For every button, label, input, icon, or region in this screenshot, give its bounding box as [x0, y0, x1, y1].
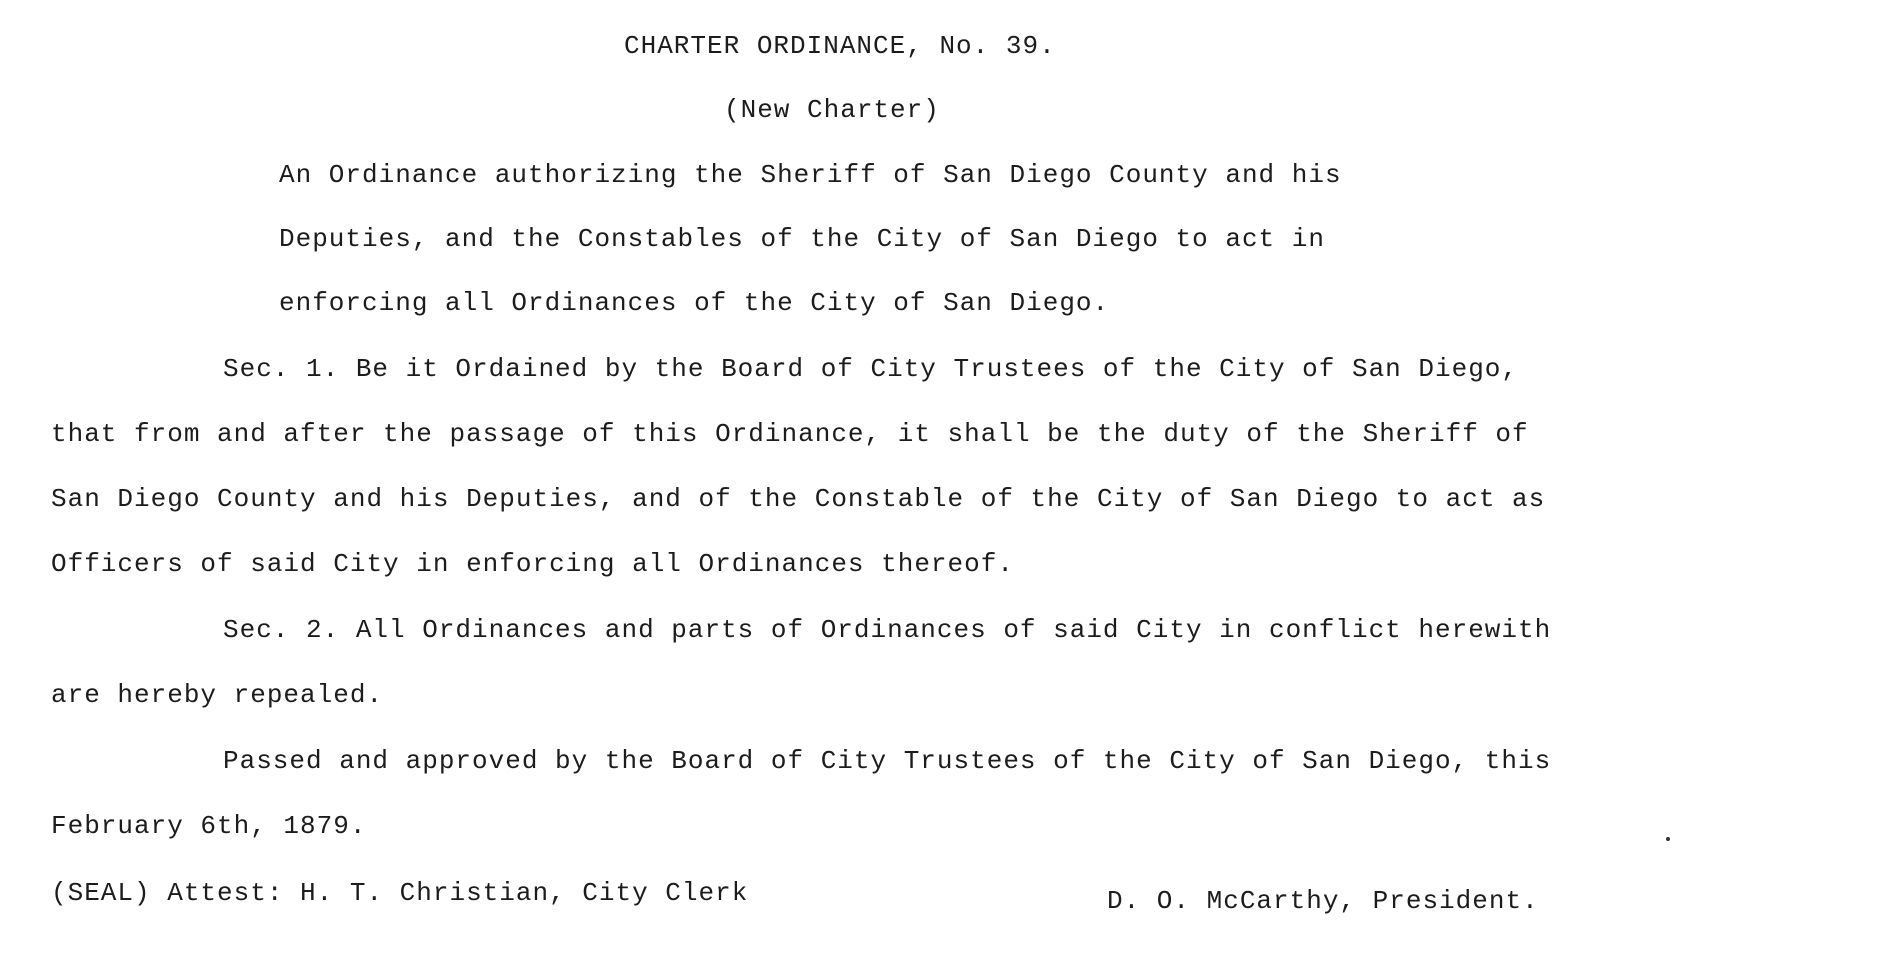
section-1-line: Sec. 1. Be it Ordained by the Board of City Trustees of the City of San Diego, [223, 354, 1518, 384]
passage-line: February 6th, 1879. [51, 811, 367, 841]
preamble-line: enforcing all Ordinances of the City of San Diego. [279, 288, 1110, 318]
preamble-line: Deputies, and the Constables of the City of San Diego to act in [279, 224, 1325, 254]
section-2-line: Sec. 2. All Ordinances and parts of Ordinances of said City in conflict herewith [223, 615, 1552, 645]
attest-signature: (SEAL) Attest: H. T. Christian, City Clerk [51, 878, 749, 908]
section-1-line: San Diego County and his Deputies, and of the Constable of the City of San Diego to act as [51, 484, 1546, 514]
president-signature: D. O. McCarthy, President. [1107, 886, 1539, 916]
ink-speck [1666, 837, 1670, 841]
section-1-line: that from and after the passage of this Ordinance, it shall be the duty of the Sheriff of [51, 419, 1529, 449]
document-title: CHARTER ORDINANCE, No. 39. [624, 31, 1056, 61]
document-subtitle: (New Charter) [724, 95, 940, 125]
section-2-line: are hereby repealed. [51, 680, 384, 710]
section-1-line: Officers of said City in enforcing all Ordinances thereof. [51, 549, 1014, 579]
passage-line: Passed and approved by the Board of City Trustees of the City of San Diego, this [223, 746, 1552, 776]
preamble-line: An Ordinance authorizing the Sheriff of San Diego County and his [279, 160, 1342, 190]
